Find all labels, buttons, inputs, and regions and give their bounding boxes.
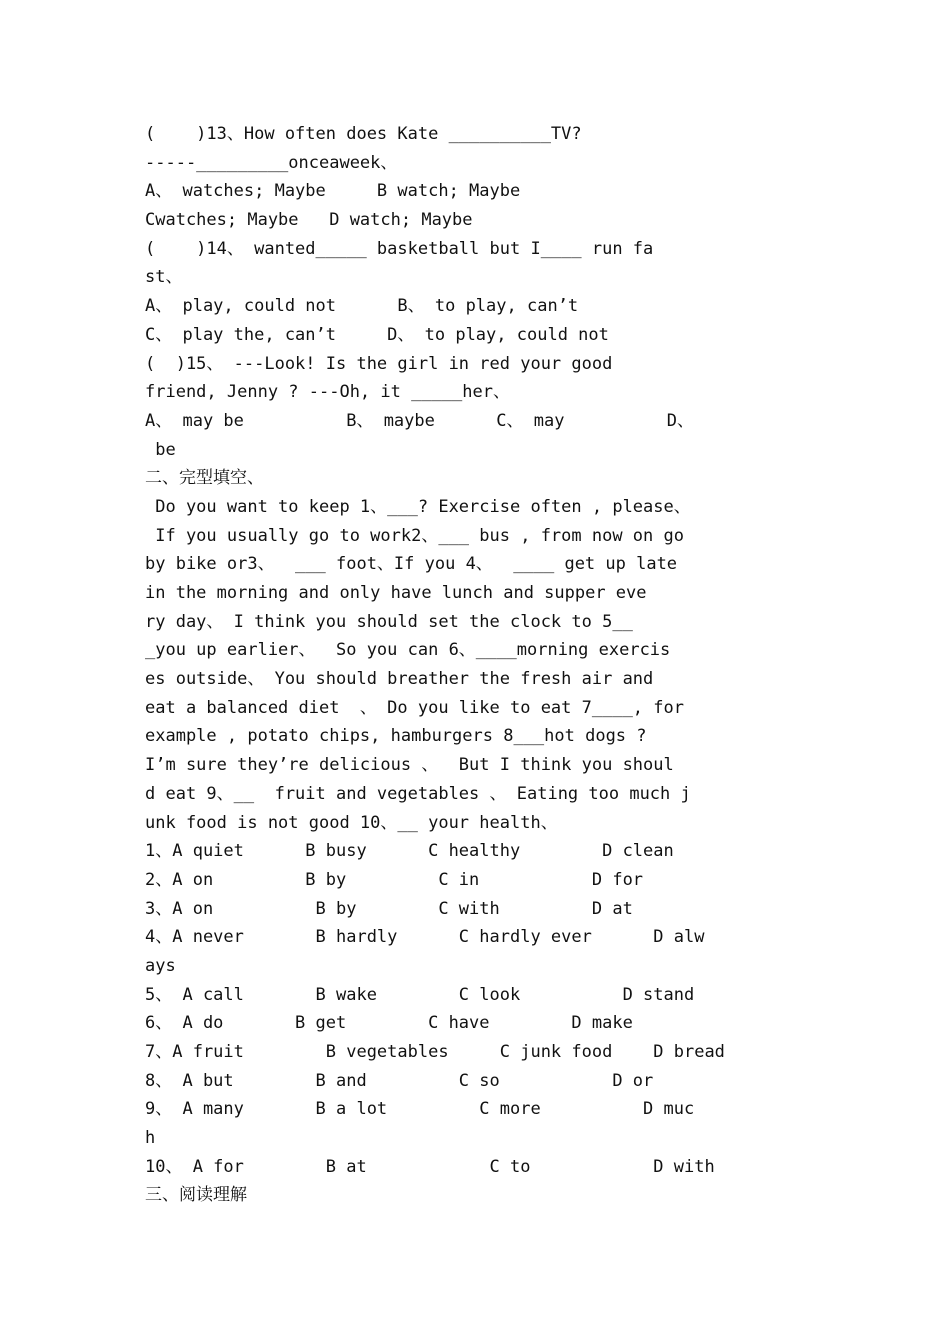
question-14-line-cont: st、 bbox=[145, 267, 183, 288]
question-13-options-ab: A、 watches; Maybe B watch; Maybe bbox=[145, 181, 521, 202]
cloze-options-9-cont: h bbox=[145, 1128, 156, 1149]
passage-line: example , potato chips, hamburgers 8___hot dogs ? bbox=[145, 726, 647, 747]
passage-line: Do you want to keep 1、___? Exercise often , please、 bbox=[145, 496, 691, 517]
passage-line: I’m sure they’re delicious 、 But I think you shoul bbox=[145, 755, 674, 776]
cloze-options-1: 1、A quiet B busy C healthy D clean bbox=[145, 841, 674, 862]
question-15-options-cont: be bbox=[145, 439, 176, 460]
question-13-line: ( )13、How often does Kate __________TV? bbox=[145, 124, 582, 144]
passage-line: unk food is not good 10、__ your health、 bbox=[145, 812, 558, 833]
question-15-line: ( )15、 ---Look! Is the girl in red your good bbox=[145, 353, 613, 374]
cloze-options-2: 2、A on B by C in D for bbox=[145, 869, 644, 890]
section-heading-reading: 三、阅读理解 bbox=[145, 1185, 247, 1206]
passage-line: _you up earlier、 So you can 6、____morning exercis bbox=[145, 640, 671, 661]
cloze-options-6: 6、 A do B get C have D make bbox=[145, 1013, 633, 1034]
cloze-options-10: 10、 A for B at C to D with bbox=[145, 1156, 715, 1177]
cloze-options-8: 8、 A but B and C so D or bbox=[145, 1070, 654, 1091]
passage-line: d eat 9、__ fruit and vegetables 、 Eating too much j bbox=[145, 783, 691, 804]
passage-line: If you usually go to work2、___ bus , from now on go bbox=[145, 525, 684, 546]
question-13-options-cd: Cwatches; Maybe D watch; Maybe bbox=[145, 210, 473, 231]
cloze-options-4-cont: ays bbox=[145, 955, 176, 976]
cloze-options-7: 7、A fruit B vegetables C junk food D bread bbox=[145, 1042, 725, 1062]
cloze-options-4: 4、A never B hardly C hardly ever D alw bbox=[145, 927, 705, 948]
question-14-options-cd: C、 play the, can’t D、 to play, could not bbox=[145, 324, 609, 345]
passage-line: in the morning and only have lunch and supper eve bbox=[145, 583, 647, 603]
section-heading-cloze: 二、完型填空、 bbox=[145, 468, 264, 489]
question-15-options: A、 may be B、 maybe C、 may D、 bbox=[145, 410, 695, 431]
passage-line: ry day、 I think you should set the clock to 5__ bbox=[145, 611, 633, 632]
cloze-options-5: 5、 A call B wake C look D stand bbox=[145, 984, 695, 1005]
document-body bbox=[145, 120, 825, 1210]
passage-line: by bike or3、 ___ foot、If you 4、 ____ get up late bbox=[145, 554, 678, 575]
question-14-line: ( )14、 wanted_____ basketball but I____ run fa bbox=[145, 238, 654, 259]
question-13-dialogue: -----_________onceaweek、 bbox=[145, 152, 398, 173]
passage-line: eat a balanced diet 、 Do you like to eat 7____, for bbox=[145, 697, 684, 718]
cloze-options-3: 3、A on B by C with D at bbox=[145, 898, 633, 919]
question-15-line-cont: friend, Jenny ? ---Oh, it _____her、 bbox=[145, 382, 510, 403]
passage-line: es outside、 You should breather the fresh air and bbox=[145, 669, 654, 690]
question-14-options-ab: A、 play, could not B、 to play, can’t bbox=[145, 296, 579, 317]
cloze-options-9: 9、 A many B a lot C more D muc bbox=[145, 1099, 695, 1120]
